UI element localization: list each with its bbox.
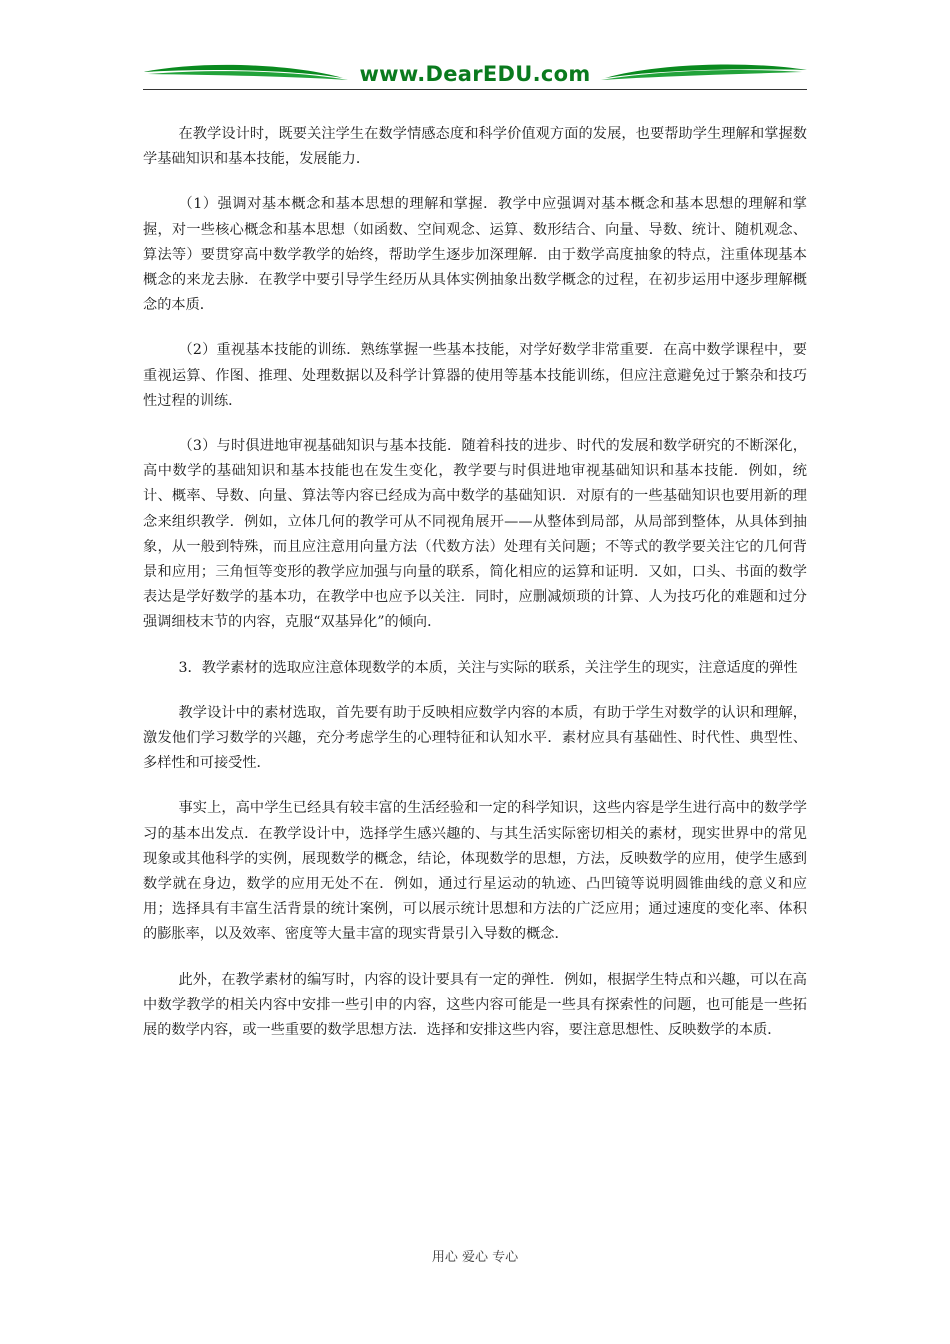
site-title: www.DearEDU.com xyxy=(359,62,591,86)
paragraph: （1）强调对基本概念和基本思想的理解和掌握．教学中应强调对基本概念和基本思想的理解和掌握，对一些核心概念和基本思想（如函数、空间观念、运算、数形结合、向量、导数、统计、随机观念、算法等）要贯穿高中数学教学的始终，帮助学生逐步加深理解．由于数学高度抽象的特点，注重体现基本概念的来龙去脉．在教学中要引导学生经历从具体实例抽象出数学概念的过程，在初步运用中逐步理解概念的本质． xyxy=(143,196,807,314)
page-header xyxy=(143,58,807,92)
paragraph: （2）重视基本技能的训练．熟练掌握一些基本技能，对学好数学非常重要．在高中数学课程中，要重视运算、作图、推理、处理数据以及科学计算器的使用等基本技能训练，但应注意避免过于繁杂和技巧性过程的训练． xyxy=(143,342,807,409)
paragraph: 此外，在教学素材的编写时，内容的设计要具有一定的弹性．例如，根据学生特点和兴趣，可以在高中数学教学的相关内容中安排一些引申的内容，这些内容可能是一些具有探索性的问题，也可能是一些拓展的数学内容，或一些重要的数学思想方法．选择和安排这些内容，要注意思想性、反映数学的本质． xyxy=(143,971,807,1039)
paragraph: 事实上，高中学生已经具有较丰富的生活经验和一定的科学知识，这些内容是学生进行高中的数学学习的基本出发点．在教学设计中，选择学生感兴趣的、与其生活实际密切相关的素材，现实世界中的常见现象或其他科学的实例，展现数学的概念，结论，体现数学的思想，方法，反映数学的应用，使学生感到数学就在身边，数学的应用无处不在．例如，通过行星运动的轨迹、凸凹镜等说明圆锥曲线的意义和应用；选择具有丰富生活背景的统计案例，可以展示统计思想和方法的广泛应用；通过速度的变化率、体积的膨胀率，以及效率、密度等大量丰富的现实背景引入导数的概念． xyxy=(143,800,807,943)
paragraph: 在教学设计时，既要关注学生在数学情感态度和科学价值观方面的发展，也要帮助学生理解和掌握数学基础知识和基本技能，发展能力． xyxy=(143,126,807,168)
page-footer: 用心 爱心 专心 xyxy=(431,1250,519,1265)
paragraph: 教学设计中的素材选取，首先要有助于反映相应数学内容的本质，有助于学生对数学的认识和理解，激发他们学习数学的兴趣，充分考虑学生的心理特征和认知水平．素材应具有基础性、时代性、典型性、多样性和可接受性． xyxy=(143,704,807,772)
header-rule xyxy=(143,89,807,90)
section-heading: 3．教学素材的选取应注意体现数学的本质，关注与实际的联系，关注学生的现实，注意适度的弹性 xyxy=(178,659,798,676)
document-body xyxy=(143,122,807,1043)
paragraph: （3）与时俱进地审视基础知识与基本技能．随着科技的进步、时代的发展和数学研究的不断深化，高中数学的基础知识和基本技能也在发生变化，教学要与时俱进地审视基础知识和基本技能．例如，统计、概率、导数、向量、算法等内容已经成为高中数学的基础知识．对原有的一些基础知识也要用新的理念来组织教学．例如，立体几何的教学可从不同视角展开——从整体到局部，从局部到整体，从具体到抽象，从一般到特殊，而且应注意用向量方法（代数方法）处理有关问题；不等式的教学要关注它的几何背景和应用；三角恒等变形的教学应加强与向量的联系，简化相应的运算和证明．又如，口头、书面的数学表达是学好数学的基本功，在教学中也应予以关注．同时，应删减烦琐的计算、人为技巧化的难题和过分强调细枝末节的内容，克服“双基异化”的倾向． xyxy=(143,438,807,631)
